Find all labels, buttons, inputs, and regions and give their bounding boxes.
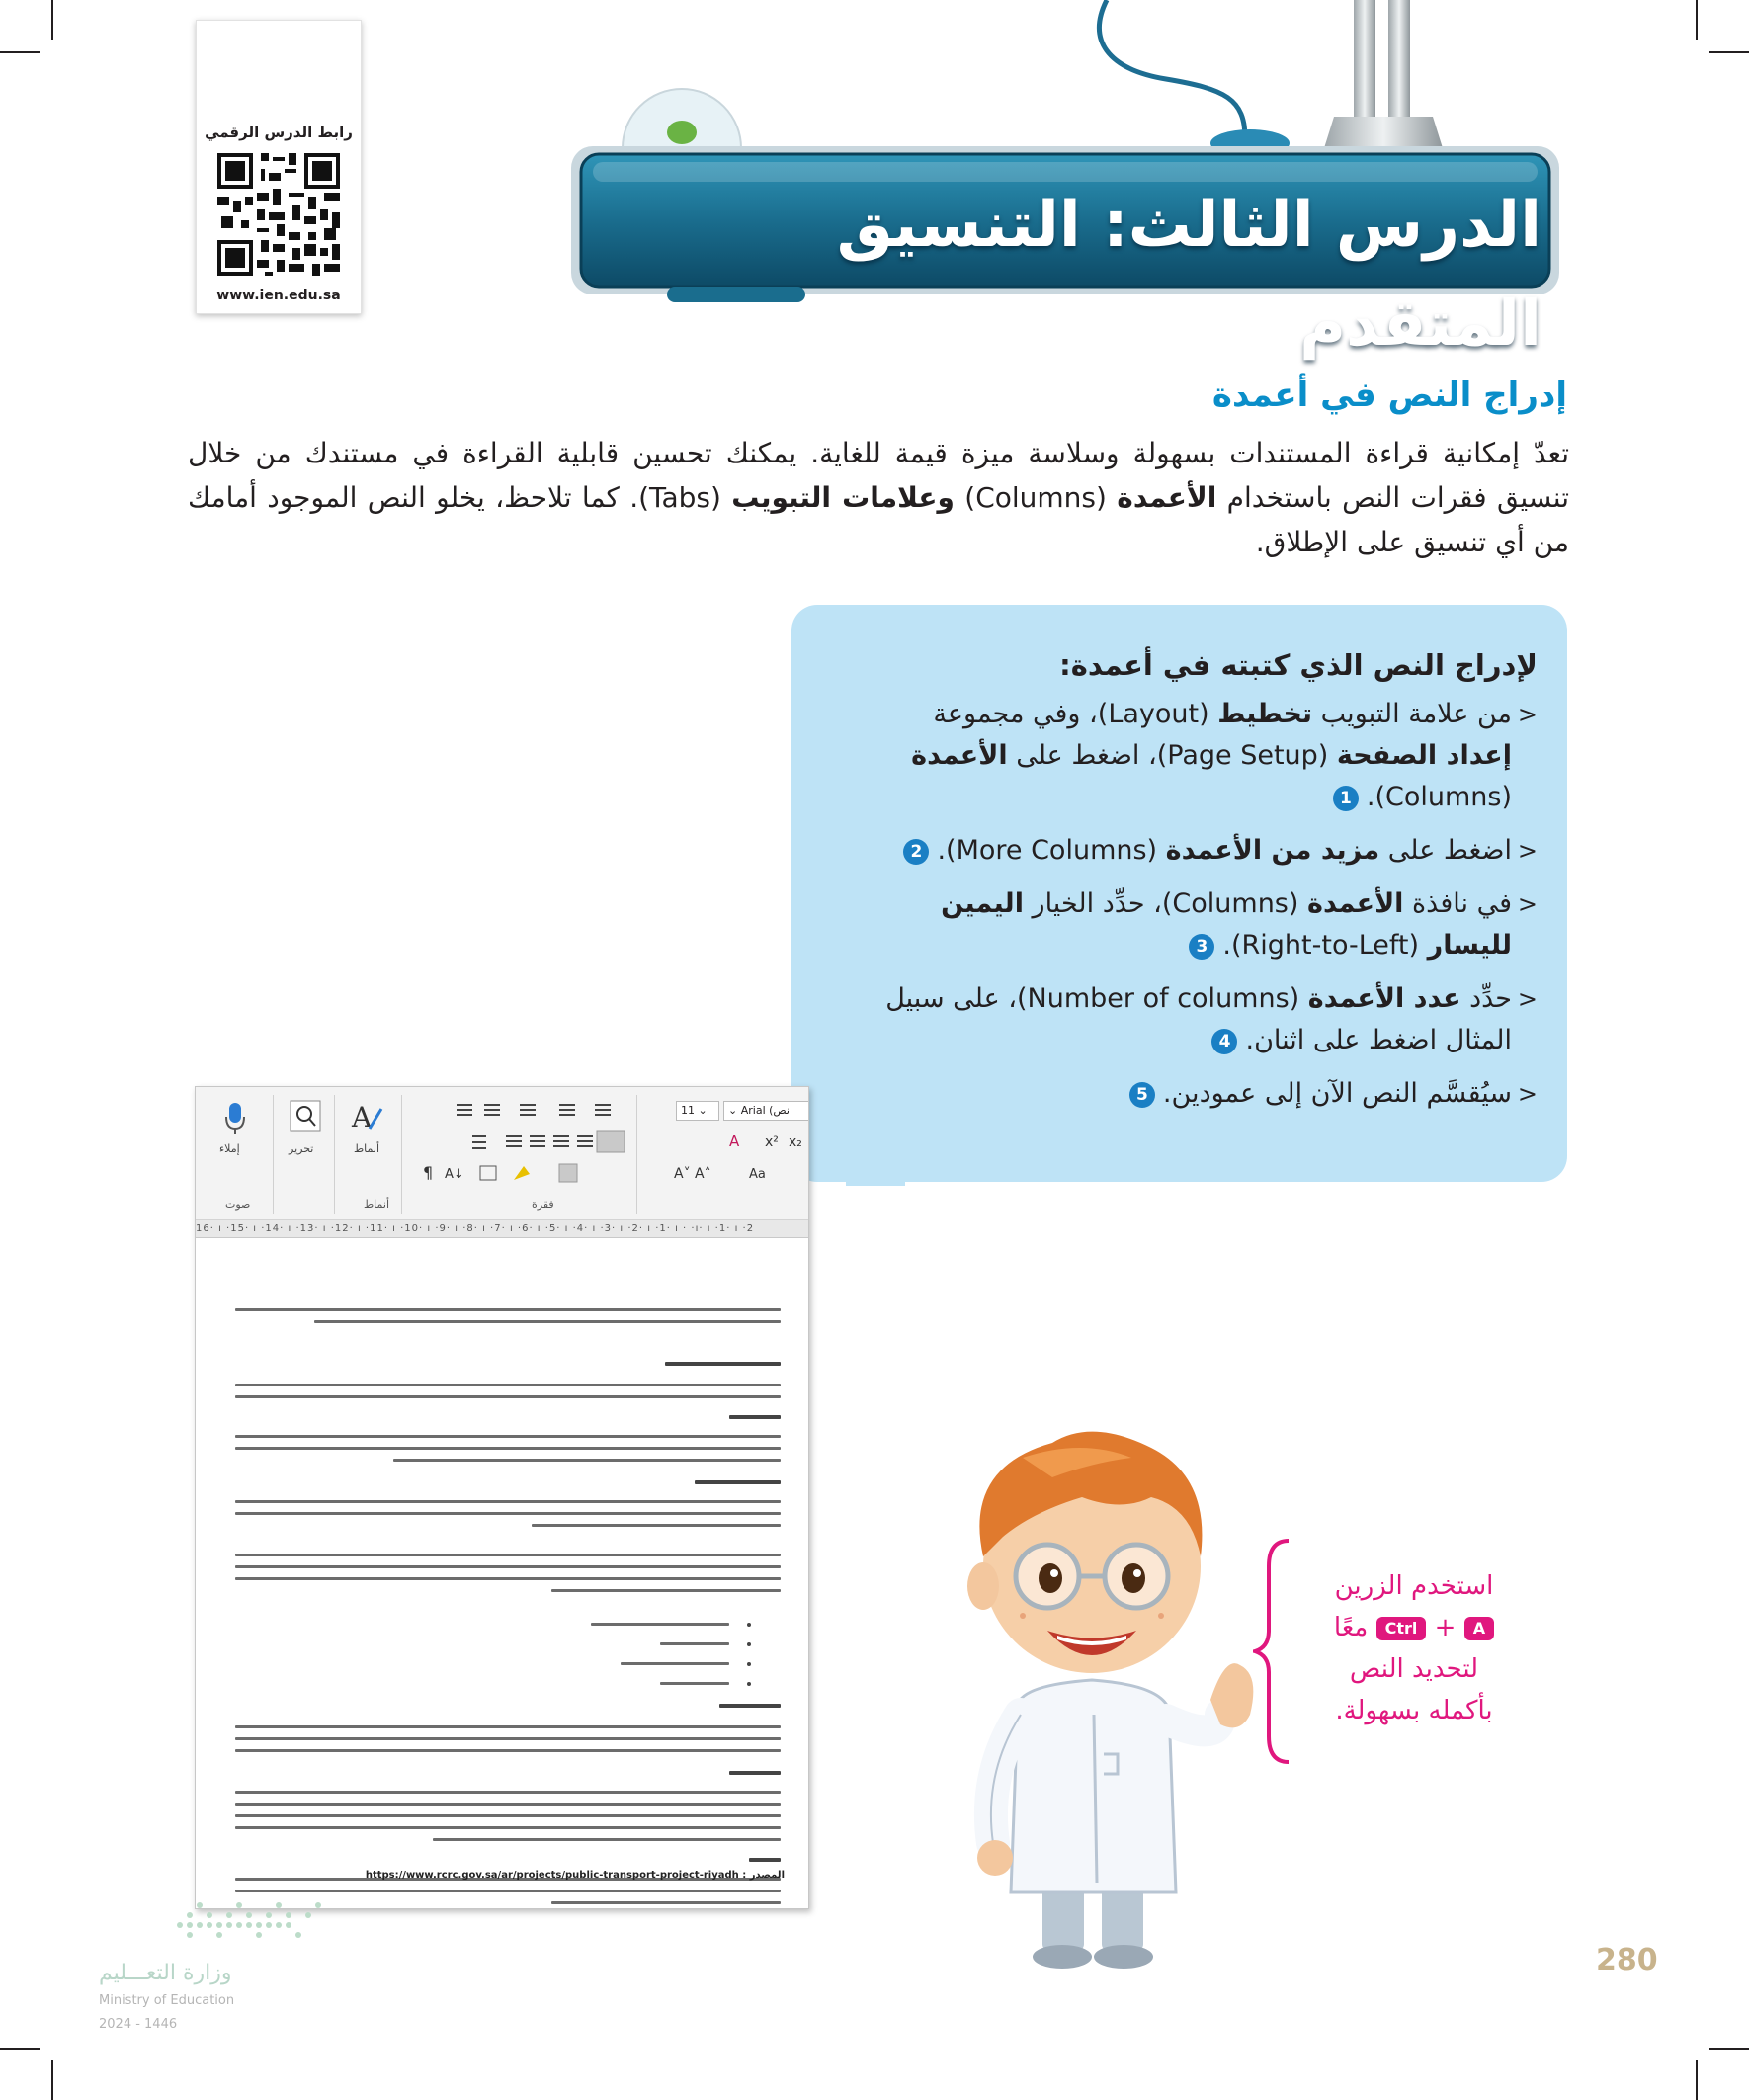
crop-mark	[51, 0, 53, 40]
step-number-badge: 4	[1211, 1029, 1237, 1054]
digital-lesson-card[interactable]	[196, 20, 362, 314]
text-line	[235, 1512, 781, 1515]
lesson-title: الدرس الثالث: التنسيق المتقدم	[836, 189, 1541, 361]
subheading-line	[729, 1771, 781, 1775]
text-line	[235, 1791, 781, 1794]
section-heading: إدراج النص في أعمدة	[1211, 376, 1567, 415]
step-3: < في نافذة الأعمدة (Columns)، حدِّد الخيار اليمين لليسار (Right-to-Left).3	[870, 883, 1538, 966]
text-line	[235, 1749, 781, 1752]
crop-mark	[0, 2048, 40, 2050]
qr-label: رابط الدرس الرقمي	[205, 124, 353, 141]
svg-text:A↓: A↓	[445, 1167, 464, 1182]
tip-line-2	[1304, 1607, 1524, 1648]
subheading-line	[719, 1704, 781, 1708]
step-5: < سيُقسَّم النص الآن إلى عمودين.5	[870, 1073, 1538, 1115]
step-2: < اضغط على مزيد من الأعمدة (More Columns).2	[870, 830, 1538, 872]
text-line	[235, 1737, 781, 1740]
tip-line-3: لتحديد النص	[1349, 1654, 1479, 1684]
document-body	[196, 1239, 808, 1908]
qr-url[interactable]: www.ien.edu.sa	[216, 288, 341, 303]
text-line	[235, 1447, 781, 1450]
word-ribbon	[196, 1087, 808, 1220]
styles-icon[interactable]	[350, 1099, 383, 1136]
text-line	[235, 1577, 781, 1580]
step-1: < من علامة التبويب تخطيط (Layout)، وفي مجموعة إعداد الصفحة (Page Setup)، اضغط على الأعمدة (Columns).1	[870, 694, 1538, 818]
step-4: < حدِّد عدد الأعمدة (Number of columns)، على سبيل المثال اضغط على اثنان.4	[870, 978, 1538, 1061]
step-number-badge: 2	[903, 839, 929, 865]
svg-text:x²: x²	[765, 1134, 779, 1150]
tip-line-4: بأكمله بسهولة.	[1335, 1696, 1493, 1725]
paragraph-group-label: فقرة	[532, 1198, 554, 1211]
ribbon-separator	[401, 1095, 402, 1214]
voice-group-label: صوت	[225, 1198, 251, 1211]
ribbon-separator	[273, 1095, 274, 1214]
font-name-box[interactable]: ⌄ Arial (نص	[723, 1101, 809, 1121]
source-line: https://www.rcrc.gov.sa/ar/projects/public-transport-project-riyadh : المصدر	[365, 1870, 785, 1881]
crop-mark	[1696, 0, 1698, 40]
font-size-value: 11	[681, 1104, 695, 1117]
text-line	[235, 1814, 781, 1817]
text-line	[235, 1384, 781, 1386]
text-line	[235, 1395, 781, 1398]
subheading-line	[695, 1480, 781, 1484]
text-line	[235, 1890, 781, 1892]
crop-mark	[1709, 2048, 1749, 2050]
text-line	[433, 1838, 781, 1841]
keyboard-tip	[1304, 1565, 1524, 1731]
subheading-line	[665, 1362, 781, 1366]
svg-text:A: A	[352, 1101, 373, 1134]
svg-text:¶: ¶	[423, 1163, 434, 1182]
ribbon-separator	[636, 1095, 637, 1214]
subheading-line	[749, 1858, 781, 1862]
key-plus: +	[1434, 1613, 1457, 1642]
font-format-icons[interactable]	[670, 1131, 808, 1190]
editor-button[interactable]: تحرير	[289, 1142, 314, 1155]
svg-text:A˅ A˄: A˅ A˄	[674, 1166, 711, 1182]
step-number-badge: 5	[1129, 1082, 1155, 1108]
crop-mark	[1696, 2060, 1698, 2100]
font-name-value: Arial (نص	[740, 1104, 790, 1117]
text-line	[660, 1682, 729, 1685]
styles-group-label: أنماط	[364, 1198, 390, 1211]
crop-mark	[0, 51, 40, 53]
text-line	[314, 1320, 781, 1323]
word-screenshot	[195, 1086, 809, 1909]
font-size-box[interactable]: 11 ⌄	[676, 1101, 719, 1121]
paragraph-tools-icon[interactable]	[411, 1097, 628, 1196]
tip-brace	[1253, 1537, 1292, 1766]
svg-text:x₂: x₂	[789, 1134, 802, 1150]
key-ctrl: Ctrl	[1376, 1617, 1427, 1640]
editor-icon[interactable]	[289, 1099, 322, 1133]
svg-text:Aa: Aa	[749, 1167, 766, 1182]
ministry-name-english: Ministry of Education	[99, 1993, 235, 2008]
list-bullet	[747, 1623, 751, 1627]
text-line	[235, 1500, 781, 1503]
text-line	[660, 1642, 729, 1645]
crop-mark	[51, 2060, 53, 2100]
text-line	[551, 1901, 781, 1904]
key-a: A	[1464, 1617, 1494, 1640]
list-bullet	[747, 1682, 751, 1686]
text-line	[551, 1589, 781, 1592]
ministry-year: 2024 - 1446	[99, 2017, 178, 2032]
word-ruler: 16· ı ·15· ı ·14· ı ·13· ı ·12· ı ·11· ı ·10· ı ·9· ı ·8· ı ·7· ı ·6· ı ·5· ı ·4· ı ·3· ı ·2· ı ·1· ı · ·ı· ı ·1· ı ·2	[196, 1220, 808, 1238]
text-line	[591, 1623, 729, 1626]
step-number-badge: 1	[1333, 786, 1359, 811]
page-number: 280	[1596, 1943, 1658, 1977]
text-line	[235, 1435, 781, 1438]
instructions-list	[870, 644, 1538, 1127]
text-line	[235, 1725, 781, 1728]
instructions-title: لإدراج النص الذي كتبته في أعمدة:	[1059, 648, 1538, 682]
svg-text:A: A	[729, 1133, 740, 1150]
subheading-line	[729, 1415, 781, 1419]
tip-together: معًا	[1333, 1613, 1369, 1642]
microphone-icon[interactable]	[223, 1101, 247, 1136]
list-bullet	[747, 1662, 751, 1666]
text-line	[235, 1554, 781, 1556]
ministry-logo-icon	[170, 1895, 328, 1947]
list-bullet	[747, 1642, 751, 1646]
intro-paragraph: تعدّ إمكانية قراءة المستندات بسهولة وسلاسة ميزة قيمة للغاية. يمكنك تحسين قابلية القراءة في مستندك من خلال تنسيق فقرات النص باستخدام الأعمدة (Columns) وعلامات التبويب (Tabs). كما تلاحظ، يخلو النص الموجود أمامك من أي تنسيق على الإطلاق.	[188, 437, 1570, 558]
styles-button[interactable]: أنماط	[354, 1142, 380, 1155]
text-line	[393, 1459, 781, 1462]
text-line	[532, 1524, 781, 1527]
student-character-illustration	[924, 1418, 1265, 1972]
step-number-badge: 3	[1189, 934, 1214, 960]
text-line	[235, 1565, 781, 1568]
ribbon-separator	[334, 1095, 335, 1214]
tip-line-1: استخدم الزرين	[1334, 1571, 1494, 1601]
dictate-button[interactable]: إملاء	[219, 1142, 240, 1155]
text-line	[235, 1308, 781, 1311]
text-line	[621, 1662, 729, 1665]
qr-code-icon[interactable]	[213, 149, 344, 280]
text-line	[235, 1826, 781, 1829]
text-line	[235, 1803, 781, 1806]
crop-mark	[1709, 51, 1749, 53]
ministry-name-arabic: وزارة التعـــليم	[99, 1961, 232, 1985]
